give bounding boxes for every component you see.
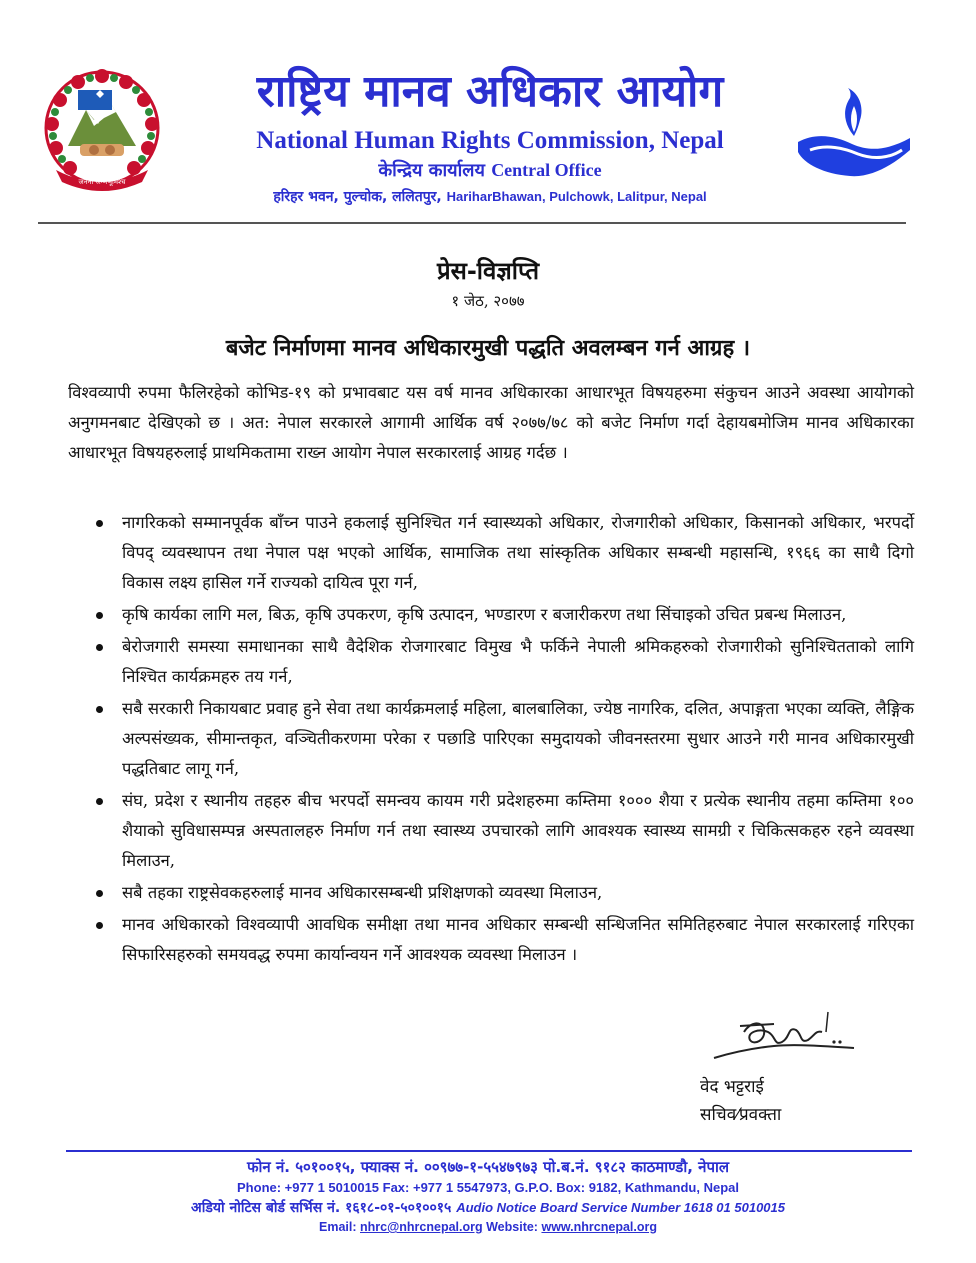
office-english: Central Office <box>491 160 602 180</box>
footer-email-website <box>0 1218 976 1236</box>
address-nepali: हरिहर भवन, पुल्चोक, ललितपुर, <box>273 189 442 205</box>
list-item-text: सबै तहका राष्ट्रसेवकहरुलाई मानव अधिकारसम्बन्धी प्रशिक्षणको व्यवस्था मिलाउन, <box>122 883 603 902</box>
bullet-icon <box>96 798 103 805</box>
address-line <box>180 186 800 208</box>
office-nepali: केन्द्रिय कार्यालय <box>378 160 485 181</box>
footer-contact-nepali: फोन नं. ५०१००१५, फ्याक्स नं. ००९७७-१-५५४७९७३ पो.ब.नं. ९१८२ काठमाण्डौ, नेपाल <box>246 1158 730 1176</box>
handwritten-signature-icon <box>704 1002 864 1082</box>
list-item-text: नागरिकको सम्मानपूर्वक बाँच्न पाउने हकलाई सुनिश्चित गर्न स्वास्थ्यको अधिकार, रोजगारीको अधिकार, किसानको अधिकार, भरपर्दो विपद् व्यवस्थापन तथा नेपाल पक्ष भएको आर्थिक, सामाजिक तथा सांस्कृतिक अधिकार सम्बन्धी महासन्धि, १९६६ का साथै दिगो विकास लक्ष्य हासिल गर्ने राज्यको दायित्व पूरा गर्न, <box>122 513 914 592</box>
title-english: National Human Rights Commission, Nepal <box>256 127 724 154</box>
bullet-icon <box>96 922 103 929</box>
audio-notice-nepali: अडियो नोटिस बोर्ड सर्भिस नं. १६१८-०१-५०१००१५ <box>191 1200 452 1216</box>
nhrc-flame-logo-icon <box>792 80 916 180</box>
bullet-icon <box>96 520 103 527</box>
list-item <box>68 632 914 692</box>
list-item-text: संघ, प्रदेश र स्थानीय तहहरु बीच भरपर्दो समन्वय कायम गरी प्रदेशहरुमा कम्तिमा १००० शैया र प्रत्येक स्थानीय तहमा कम्तिमा १०० शैयाको सुविधासम्पन्न अस्पतालहरु निर्माण गर्न तथा स्वास्थ्य उपचारको लागि आवश्यक स्वास्थ्य सामग्री र चिकित्सकहरु रहने व्यवस्था मिलाउन, <box>122 791 914 870</box>
website-label: Website: <box>486 1220 538 1234</box>
bullet-icon <box>96 644 103 651</box>
office-line <box>180 158 800 183</box>
footer-audio-notice <box>0 1198 976 1218</box>
list-item-text: मानव अधिकारको विश्वव्यापी आवधिक समीक्षा तथा मानव अधिकार सम्बन्धी सन्धिजनित समितिहरुबाट नेपाल सरकारलाई गरिएका सिफारिसहरुको समयवद्ध रुपमा कार्यान्वयन गर्ने आवश्यक व्यवस्था मिलाउन । <box>122 915 914 964</box>
bullet-icon <box>96 890 103 897</box>
footer-divider <box>66 1150 912 1152</box>
intro-paragraph: विश्वव्यापी रुपमा फैलिरहेको कोभिड-१९ को प्रभावबाट यस वर्ष मानव अधिकारका आधारभूत विषयहरुमा संकुचन आउने अवस्था आयोगको अनुगमनबाट देखिएको छ । अत: नेपाल सरकारले आगामी आर्थिक वर्ष २०७७/७८ को बजेट निर्माण गर्दा देहायबमोजिम मानव अधिकारका आधारभूत विषयहरुलाई प्राथमिकतामा राख्न आयोग नेपाल सरकारलाई आग्रह गर्दछ । <box>68 383 914 462</box>
list-item <box>68 786 914 876</box>
svg-text:जननी जन्मभूमिश्च: जननी जन्मभूमिश्च <box>78 178 126 186</box>
signatory-role: सचिव⁄प्रवक्ता <box>700 1105 782 1125</box>
list-item <box>68 600 914 630</box>
list-item <box>68 508 914 598</box>
list-item <box>68 910 914 970</box>
press-release-date: १ जेठ, २०७७ <box>451 292 525 310</box>
signatory-name: वेद भट्टराई <box>700 1077 764 1097</box>
website-link[interactable]: www.nhrcnepal.org <box>541 1220 657 1234</box>
address-english: HariharBhawan, Pulchowk, Lalitpur, Nepal <box>446 189 707 204</box>
list-item <box>68 694 914 784</box>
press-release-title: प्रेस-विज्ञप्ति <box>436 257 540 285</box>
audio-notice-english: Audio Notice Board Service Number 1618 01 5010015 <box>456 1200 785 1215</box>
list-item-text: सबै सरकारी निकायबाट प्रवाह हुने सेवा तथा कार्यक्रमलाई महिला, बालबालिका, ज्येष्ठ नागरिक, दलित, अपाङ्गता भएका व्यक्ति, लैङ्गिक अल्पसंख्यक, सीमान्तकृत, वञ्चितीकरणमा परेका र पछाडि पारिएका समुदायको जीवनस्तरमा सुधार आउने गरी मानव अधिकारमुखी पद्धतिबाट लागू गर्न, <box>122 699 914 778</box>
nepal-emblem-icon <box>38 66 166 196</box>
header-divider <box>38 222 906 224</box>
list-item <box>68 878 914 908</box>
bullet-icon <box>96 706 103 713</box>
email-label: Email: <box>319 1220 357 1234</box>
recommendation-list <box>68 508 914 972</box>
bullet-icon <box>96 612 103 619</box>
list-item-text: बेरोजगारी समस्या समाधानका साथै वैदेशिक रोजगारबाट विमुख भै फर्किने नेपाली श्रमिकहरुको रोजगारीको सुनिश्चितताको लागि निश्चित कार्यक्रमहरु तय गर्न, <box>122 637 914 686</box>
press-release-headline: बजेट निर्माणमा मानव अधिकारमुखी पद्धति अवलम्बन गर्न आग्रह । <box>225 336 751 361</box>
list-item-text: कृषि कार्यका लागि मल, बिऊ, कृषि उपकरण, कृषि उत्पादन, भण्डारण र बजारीकरण तथा सिंचाइको उचित प्रबन्ध मिलाउन, <box>122 605 847 624</box>
footer-contact-english: Phone: +977 1 5010015 Fax: +977 1 5547973, G.P.O. Box: 9182, Kathmandu, Nepal <box>237 1180 739 1195</box>
title-nepali: राष्ट्रिय मानव अधिकार आयोग <box>256 66 724 117</box>
email-link[interactable]: nhrc@nhrcnepal.org <box>360 1220 483 1234</box>
